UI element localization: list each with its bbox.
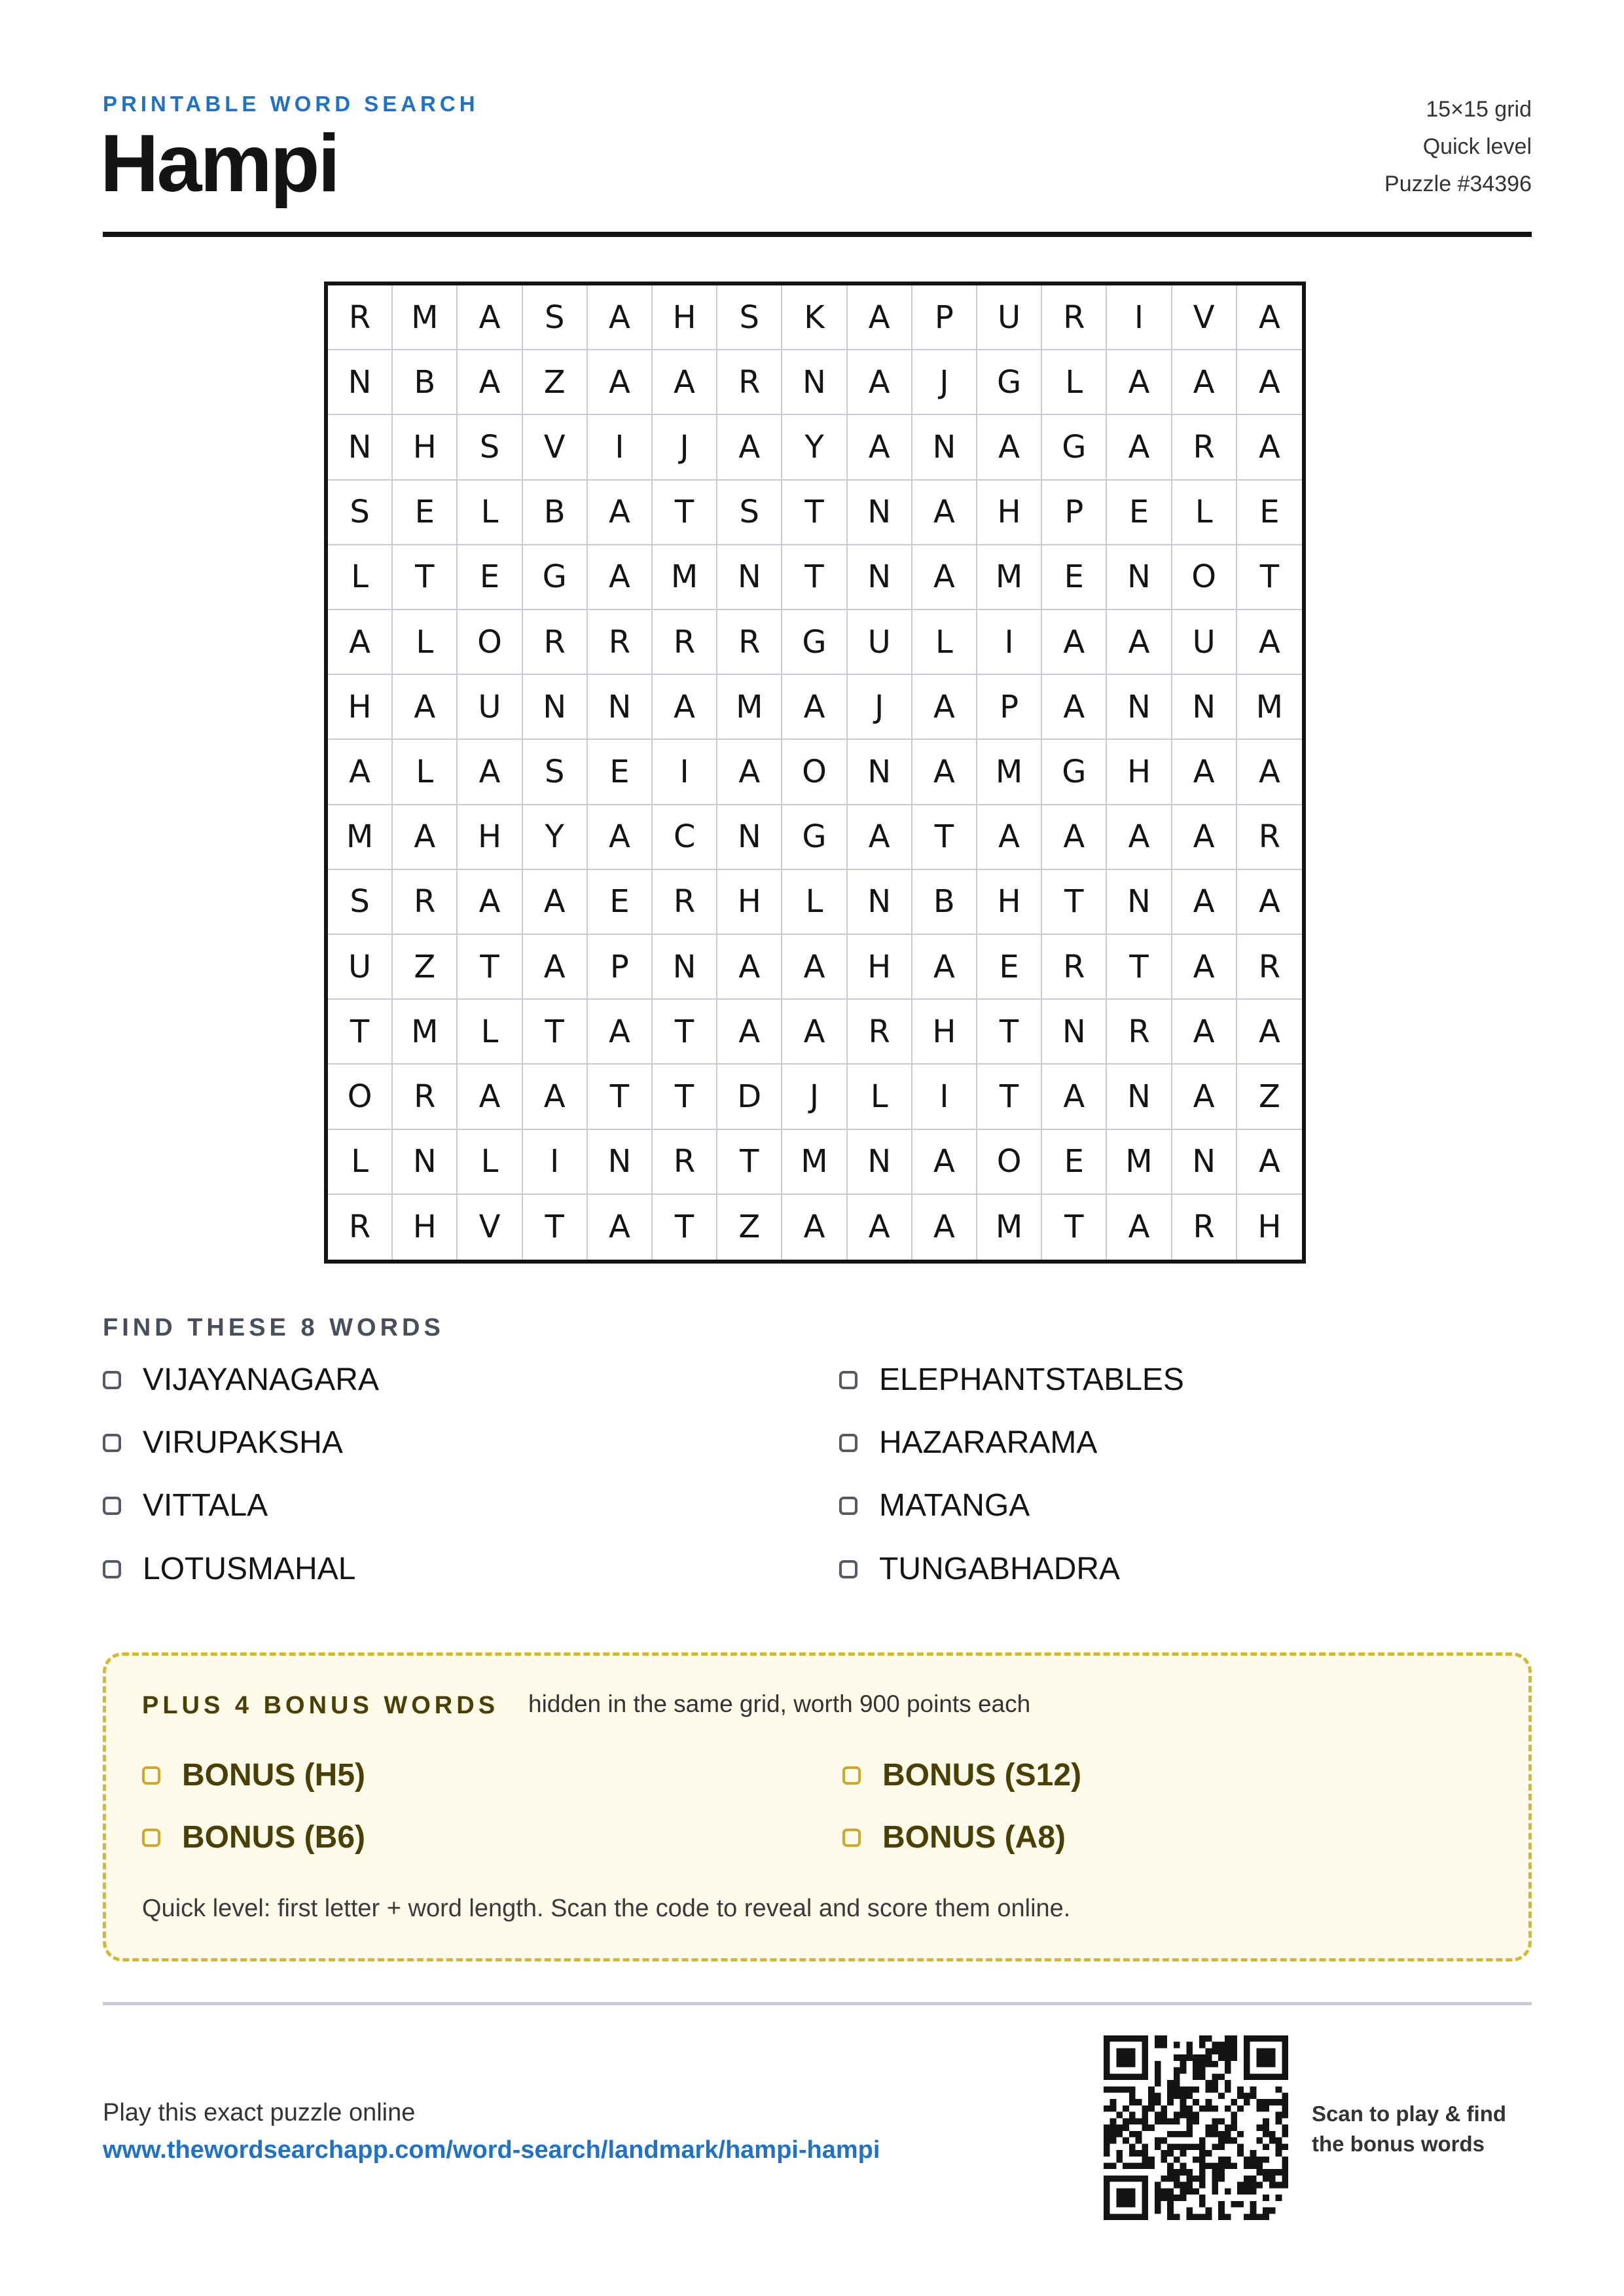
grid-cell[interactable]: T (328, 1000, 393, 1065)
grid-cell[interactable]: N (393, 1130, 458, 1195)
grid-cell[interactable]: T (458, 935, 522, 1000)
grid-cell[interactable]: R (393, 870, 458, 935)
grid-cell[interactable]: R (717, 610, 782, 675)
grid-cell[interactable]: A (848, 805, 912, 870)
grid-cell[interactable]: A (1172, 805, 1237, 870)
grid-cell[interactable]: T (717, 1130, 782, 1195)
grid-cell[interactable]: T (523, 1195, 588, 1260)
grid-cell[interactable]: A (848, 350, 912, 415)
grid-cell[interactable]: E (1042, 545, 1107, 610)
play-online-label: Play this exact puzzle online (103, 2099, 416, 2126)
grid-cell[interactable]: M (977, 740, 1042, 805)
grid-cell[interactable]: J (782, 1065, 847, 1129)
grid-cell[interactable]: N (848, 870, 912, 935)
word-label: VIRUPAKSHA (143, 1425, 343, 1460)
grid-cell[interactable]: E (1237, 481, 1302, 545)
grid-cell[interactable]: T (523, 1000, 588, 1065)
grid-cell[interactable]: N (1107, 675, 1172, 740)
grid-cell[interactable]: N (328, 350, 393, 415)
grid-cell[interactable]: A (1107, 415, 1172, 480)
grid-cell[interactable]: B (393, 350, 458, 415)
grid-cell[interactable]: I (588, 415, 653, 480)
grid-cell[interactable]: P (1042, 481, 1107, 545)
grid-cell[interactable]: P (912, 285, 977, 350)
grid-cell[interactable]: L (458, 1000, 522, 1065)
grid-cell[interactable]: A (848, 1195, 912, 1260)
word-item[interactable] (839, 1551, 1120, 1587)
grid-cell[interactable]: H (393, 1195, 458, 1260)
grid-cell[interactable]: M (328, 805, 393, 870)
grid-cell[interactable]: M (717, 675, 782, 740)
grid-cell[interactable]: A (653, 350, 717, 415)
grid-cell[interactable]: O (328, 1065, 393, 1129)
grid-cell[interactable]: H (717, 870, 782, 935)
grid-cell[interactable]: V (458, 1195, 522, 1260)
footer-divider (103, 2002, 1532, 2005)
grid-cell[interactable]: N (848, 1130, 912, 1195)
grid-cell[interactable]: A (1237, 1130, 1302, 1195)
grid-cell[interactable]: S (328, 870, 393, 935)
grid-cell[interactable]: A (912, 481, 977, 545)
page-title: Hampi (100, 118, 338, 209)
grid-cell[interactable]: A (912, 1130, 977, 1195)
grid-cell[interactable]: S (328, 481, 393, 545)
grid-cell[interactable]: G (1042, 740, 1107, 805)
grid-cell[interactable]: A (1107, 350, 1172, 415)
grid-cell[interactable]: L (393, 740, 458, 805)
grid-cell[interactable]: A (782, 675, 847, 740)
grid-cell[interactable]: A (1042, 805, 1107, 870)
word-item[interactable] (839, 1487, 1030, 1523)
letter-grid (324, 282, 1306, 1264)
grid-cell[interactable]: Z (393, 935, 458, 1000)
bonus-item[interactable] (142, 1819, 365, 1855)
grid-cell[interactable]: A (588, 805, 653, 870)
grid-cell[interactable]: A (458, 870, 522, 935)
word-item[interactable] (103, 1425, 343, 1461)
grid-cell[interactable]: A (717, 415, 782, 480)
checkbox-icon[interactable] (839, 1371, 857, 1389)
word-label: LOTUSMAHAL (143, 1552, 356, 1586)
grid-cell[interactable]: A (1042, 1065, 1107, 1129)
grid-cell[interactable]: M (977, 545, 1042, 610)
grid-cell[interactable]: A (1107, 1195, 1172, 1260)
grid-cell[interactable]: N (1107, 545, 1172, 610)
eyebrow-label: PRINTABLE WORD SEARCH (103, 92, 479, 116)
grid-cell[interactable]: R (717, 350, 782, 415)
grid-cell[interactable]: H (653, 285, 717, 350)
grid-cell[interactable]: T (653, 1065, 717, 1129)
header-divider (103, 232, 1532, 237)
grid-cell[interactable]: A (1237, 350, 1302, 415)
grid-cell[interactable]: A (1172, 350, 1237, 415)
grid-cell[interactable]: A (1237, 870, 1302, 935)
word-label: MATANGA (879, 1488, 1030, 1523)
grid-cell[interactable]: T (653, 481, 717, 545)
grid-cell[interactable]: A (1172, 740, 1237, 805)
grid-cell[interactable]: S (523, 285, 588, 350)
grid-cell[interactable]: M (1237, 675, 1302, 740)
scan-caption-line2: the bonus words (1312, 2132, 1485, 2156)
grid-cell[interactable]: I (523, 1130, 588, 1195)
grid-cell[interactable]: U (1172, 610, 1237, 675)
grid-cell[interactable]: V (523, 415, 588, 480)
grid-cell[interactable]: A (782, 935, 847, 1000)
grid-cell[interactable]: V (1172, 285, 1237, 350)
grid-cell[interactable]: I (1107, 285, 1172, 350)
grid-cell[interactable]: E (588, 740, 653, 805)
word-item[interactable] (103, 1362, 379, 1398)
grid-cell[interactable]: U (848, 610, 912, 675)
grid-cell[interactable]: P (588, 935, 653, 1000)
grid-cell[interactable]: I (912, 1065, 977, 1129)
grid-cell[interactable]: T (977, 1065, 1042, 1129)
checkbox-icon[interactable] (839, 1497, 857, 1515)
grid-cell[interactable]: B (523, 481, 588, 545)
bonus-label: BONUS (S12) (882, 1758, 1082, 1793)
grid-cell[interactable]: A (782, 1000, 847, 1065)
grid-cell[interactable]: N (588, 675, 653, 740)
grid-cell[interactable]: A (588, 1000, 653, 1065)
grid-cell[interactable]: A (1107, 610, 1172, 675)
checkbox-icon[interactable] (142, 1829, 160, 1847)
grid-cell[interactable]: G (1042, 415, 1107, 480)
grid-cell[interactable]: N (588, 1130, 653, 1195)
grid-cell[interactable]: A (588, 1195, 653, 1260)
grid-cell[interactable]: A (1237, 1000, 1302, 1065)
word-item[interactable] (103, 1551, 355, 1587)
grid-size-label: 15×15 grid (1426, 97, 1532, 122)
level-label: Quick level (1422, 134, 1532, 159)
grid-cell[interactable]: R (653, 1130, 717, 1195)
grid-cell[interactable]: A (1042, 675, 1107, 740)
grid-cell[interactable]: H (1107, 740, 1172, 805)
grid-cell[interactable]: A (1172, 870, 1237, 935)
grid-cell[interactable]: R (588, 610, 653, 675)
puzzle-link[interactable]: www.thewordsearchapp.com/word-search/landmark/hampi-hampi (103, 2136, 880, 2164)
grid-cell[interactable]: T (977, 1000, 1042, 1065)
grid-cell[interactable]: A (717, 740, 782, 805)
qr-code-icon[interactable] (1104, 2035, 1288, 2220)
bonus-label: BONUS (A8) (882, 1820, 1066, 1855)
grid-cell[interactable]: N (1172, 1130, 1237, 1195)
grid-cell[interactable]: T (393, 545, 458, 610)
grid-cell[interactable]: S (523, 740, 588, 805)
grid-cell[interactable]: A (912, 1195, 977, 1260)
grid-cell[interactable]: E (458, 545, 522, 610)
grid-cell[interactable]: R (1172, 1195, 1237, 1260)
grid-cell[interactable]: R (328, 1195, 393, 1260)
grid-cell[interactable]: O (458, 610, 522, 675)
grid-cell[interactable]: H (328, 675, 393, 740)
grid-cell[interactable]: M (653, 545, 717, 610)
grid-cell[interactable]: D (717, 1065, 782, 1129)
grid-cell[interactable]: N (912, 415, 977, 480)
grid-cell[interactable]: I (977, 610, 1042, 675)
grid-cell[interactable]: A (912, 935, 977, 1000)
grid-cell[interactable]: A (912, 545, 977, 610)
grid-cell[interactable]: A (653, 675, 717, 740)
grid-cell[interactable]: S (717, 285, 782, 350)
grid-cell[interactable]: M (977, 1195, 1042, 1260)
grid-cell[interactable]: A (1172, 1000, 1237, 1065)
grid-cell[interactable]: A (458, 285, 522, 350)
bonus-heading: PLUS 4 BONUS WORDS (142, 1692, 499, 1719)
grid-cell[interactable]: I (653, 740, 717, 805)
grid-cell[interactable]: A (1237, 415, 1302, 480)
grid-cell[interactable]: N (848, 481, 912, 545)
grid-cell[interactable]: N (848, 740, 912, 805)
grid-cell[interactable]: L (1172, 481, 1237, 545)
bonus-subtitle: hidden in the same grid, worth 900 points each (528, 1690, 1031, 1717)
grid-cell[interactable]: Z (1237, 1065, 1302, 1129)
bonus-item[interactable] (842, 1757, 1081, 1793)
grid-cell[interactable]: M (1107, 1130, 1172, 1195)
grid-cell[interactable]: E (977, 935, 1042, 1000)
grid-cell[interactable]: L (848, 1065, 912, 1129)
grid-cell[interactable]: A (977, 805, 1042, 870)
grid-cell[interactable]: A (1172, 935, 1237, 1000)
grid-cell[interactable]: R (848, 1000, 912, 1065)
grid-cell[interactable]: E (588, 870, 653, 935)
grid-cell[interactable]: R (1042, 285, 1107, 350)
grid-cell[interactable]: L (1042, 350, 1107, 415)
grid-cell[interactable]: H (393, 415, 458, 480)
grid-cell[interactable]: T (1237, 545, 1302, 610)
grid-cell[interactable]: L (393, 610, 458, 675)
word-item[interactable] (839, 1425, 1097, 1461)
grid-cell[interactable]: T (912, 805, 977, 870)
grid-cell[interactable]: K (782, 285, 847, 350)
word-label: VIJAYANAGARA (143, 1362, 379, 1397)
grid-cell[interactable]: R (1107, 1000, 1172, 1065)
bonus-note: Quick level: first letter + word length. Scan the code to reveal and score them online. (142, 1895, 1071, 1922)
grid-cell[interactable]: R (393, 1065, 458, 1129)
grid-cell[interactable]: R (328, 285, 393, 350)
grid-cell[interactable]: U (977, 285, 1042, 350)
grid-cell[interactable]: P (977, 675, 1042, 740)
grid-cell[interactable]: R (1042, 935, 1107, 1000)
grid-cell[interactable]: A (328, 610, 393, 675)
grid-cell[interactable]: L (912, 610, 977, 675)
grid-cell[interactable]: N (1107, 870, 1172, 935)
grid-cell[interactable]: L (458, 1130, 522, 1195)
grid-cell[interactable]: N (717, 545, 782, 610)
grid-cell[interactable]: A (588, 545, 653, 610)
grid-cell[interactable]: E (1042, 1130, 1107, 1195)
grid-cell[interactable]: L (458, 481, 522, 545)
grid-cell[interactable]: O (977, 1130, 1042, 1195)
grid-cell[interactable]: H (912, 1000, 977, 1065)
grid-cell[interactable]: A (912, 740, 977, 805)
grid-cell[interactable]: S (458, 415, 522, 480)
puzzle-number: Puzzle #34396 (1384, 172, 1532, 196)
word-label: VITTALA (143, 1488, 268, 1523)
grid-cell[interactable]: A (588, 350, 653, 415)
grid-cell[interactable]: R (523, 610, 588, 675)
bonus-label: BONUS (B6) (182, 1820, 366, 1855)
grid-cell[interactable]: T (782, 545, 847, 610)
word-label: HAZARARAMA (879, 1425, 1098, 1460)
grid-cell[interactable]: A (458, 1065, 522, 1129)
grid-cell[interactable]: A (523, 935, 588, 1000)
grid-cell[interactable]: A (848, 415, 912, 480)
checkbox-icon[interactable] (103, 1434, 121, 1452)
checkbox-icon[interactable] (842, 1829, 861, 1847)
grid-cell[interactable]: S (717, 481, 782, 545)
grid-cell[interactable]: A (717, 1000, 782, 1065)
grid-cell[interactable]: R (1237, 805, 1302, 870)
grid-cell[interactable]: N (653, 935, 717, 1000)
grid-cell[interactable]: G (977, 350, 1042, 415)
scan-caption-line1: Scan to play & find (1312, 2102, 1507, 2126)
word-item[interactable] (103, 1487, 268, 1523)
grid-cell[interactable]: Y (523, 805, 588, 870)
grid-cell[interactable]: A (523, 1065, 588, 1129)
checkbox-icon[interactable] (103, 1371, 121, 1389)
grid-cell[interactable]: A (588, 285, 653, 350)
grid-cell[interactable]: A (782, 1195, 847, 1260)
grid-cell[interactable]: R (653, 610, 717, 675)
grid-cell[interactable]: Z (717, 1195, 782, 1260)
grid-cell[interactable]: N (1172, 675, 1237, 740)
grid-cell[interactable]: A (1237, 740, 1302, 805)
grid-cell[interactable]: T (653, 1000, 717, 1065)
grid-cell[interactable]: Y (782, 415, 847, 480)
grid-cell[interactable]: A (1172, 1065, 1237, 1129)
grid-cell[interactable]: H (977, 481, 1042, 545)
grid-cell[interactable]: H (458, 805, 522, 870)
grid-cell[interactable]: N (1042, 1000, 1107, 1065)
grid-cell[interactable]: R (1172, 415, 1237, 480)
grid-cell[interactable]: M (393, 1000, 458, 1065)
grid-cell[interactable]: A (1237, 285, 1302, 350)
grid-cell[interactable]: U (328, 935, 393, 1000)
grid-cell[interactable]: G (782, 610, 847, 675)
checkbox-icon[interactable] (142, 1766, 160, 1785)
grid-cell[interactable]: A (393, 805, 458, 870)
grid-cell[interactable]: T (1042, 1195, 1107, 1260)
checkbox-icon[interactable] (842, 1766, 861, 1785)
grid-cell[interactable]: A (848, 285, 912, 350)
checkbox-icon[interactable] (839, 1560, 857, 1578)
grid-cell[interactable]: A (523, 870, 588, 935)
grid-cell[interactable]: T (653, 1195, 717, 1260)
grid-cell[interactable]: L (328, 545, 393, 610)
grid-cell[interactable]: L (328, 1130, 393, 1195)
grid-cell[interactable]: N (523, 675, 588, 740)
grid-cell[interactable]: Z (523, 350, 588, 415)
grid-cell[interactable]: R (653, 870, 717, 935)
grid-cell[interactable]: T (1042, 870, 1107, 935)
grid-cell[interactable]: A (393, 675, 458, 740)
bonus-item[interactable] (142, 1757, 365, 1793)
grid-cell[interactable]: M (782, 1130, 847, 1195)
grid-cell[interactable]: A (1237, 610, 1302, 675)
grid-cell[interactable]: A (717, 935, 782, 1000)
grid-cell[interactable]: J (848, 675, 912, 740)
grid-cell[interactable]: A (458, 350, 522, 415)
grid-cell[interactable]: A (977, 415, 1042, 480)
grid-cell[interactable]: T (782, 481, 847, 545)
grid-cell[interactable]: T (1107, 935, 1172, 1000)
word-label: ELEPHANTSTABLES (879, 1362, 1184, 1397)
grid-cell[interactable]: A (1107, 805, 1172, 870)
grid-cell[interactable]: B (912, 870, 977, 935)
grid-cell[interactable]: A (458, 740, 522, 805)
grid-cell[interactable]: N (848, 545, 912, 610)
checkbox-icon[interactable] (103, 1497, 121, 1515)
grid-cell[interactable]: G (782, 805, 847, 870)
grid-cell[interactable]: G (523, 545, 588, 610)
grid-cell[interactable]: J (912, 350, 977, 415)
bonus-item[interactable] (842, 1819, 1066, 1855)
grid-cell[interactable]: O (1172, 545, 1237, 610)
bonus-label: BONUS (H5) (182, 1758, 366, 1793)
grid-cell[interactable]: J (653, 415, 717, 480)
checkbox-icon[interactable] (103, 1560, 121, 1578)
grid-cell[interactable]: A (912, 675, 977, 740)
grid-cell[interactable]: N (328, 415, 393, 480)
grid-cell[interactable]: A (588, 481, 653, 545)
word-label: TUNGABHADRA (879, 1552, 1121, 1586)
grid-cell[interactable]: R (1237, 935, 1302, 1000)
grid-cell[interactable]: A (1042, 610, 1107, 675)
grid-cell[interactable]: C (653, 805, 717, 870)
grid-cell[interactable]: M (393, 285, 458, 350)
grid-cell[interactable]: E (1107, 481, 1172, 545)
checkbox-icon[interactable] (839, 1434, 857, 1452)
word-item[interactable] (839, 1362, 1184, 1398)
grid-cell[interactable]: N (1107, 1065, 1172, 1129)
grid-cell[interactable]: H (848, 935, 912, 1000)
grid-cell[interactable]: N (782, 350, 847, 415)
grid-cell[interactable]: H (1257, 1209, 1282, 1246)
grid-cell[interactable]: T (588, 1065, 653, 1129)
grid-cell[interactable]: H (977, 870, 1042, 935)
grid-cell[interactable]: U (458, 675, 522, 740)
grid-cell[interactable]: O (782, 740, 847, 805)
word-list-heading: FIND THESE 8 WORDS (103, 1314, 444, 1341)
grid-cell[interactable]: E (393, 481, 458, 545)
grid-cell[interactable]: N (717, 805, 782, 870)
grid-cell[interactable]: L (782, 870, 847, 935)
grid-cell[interactable]: A (328, 740, 393, 805)
